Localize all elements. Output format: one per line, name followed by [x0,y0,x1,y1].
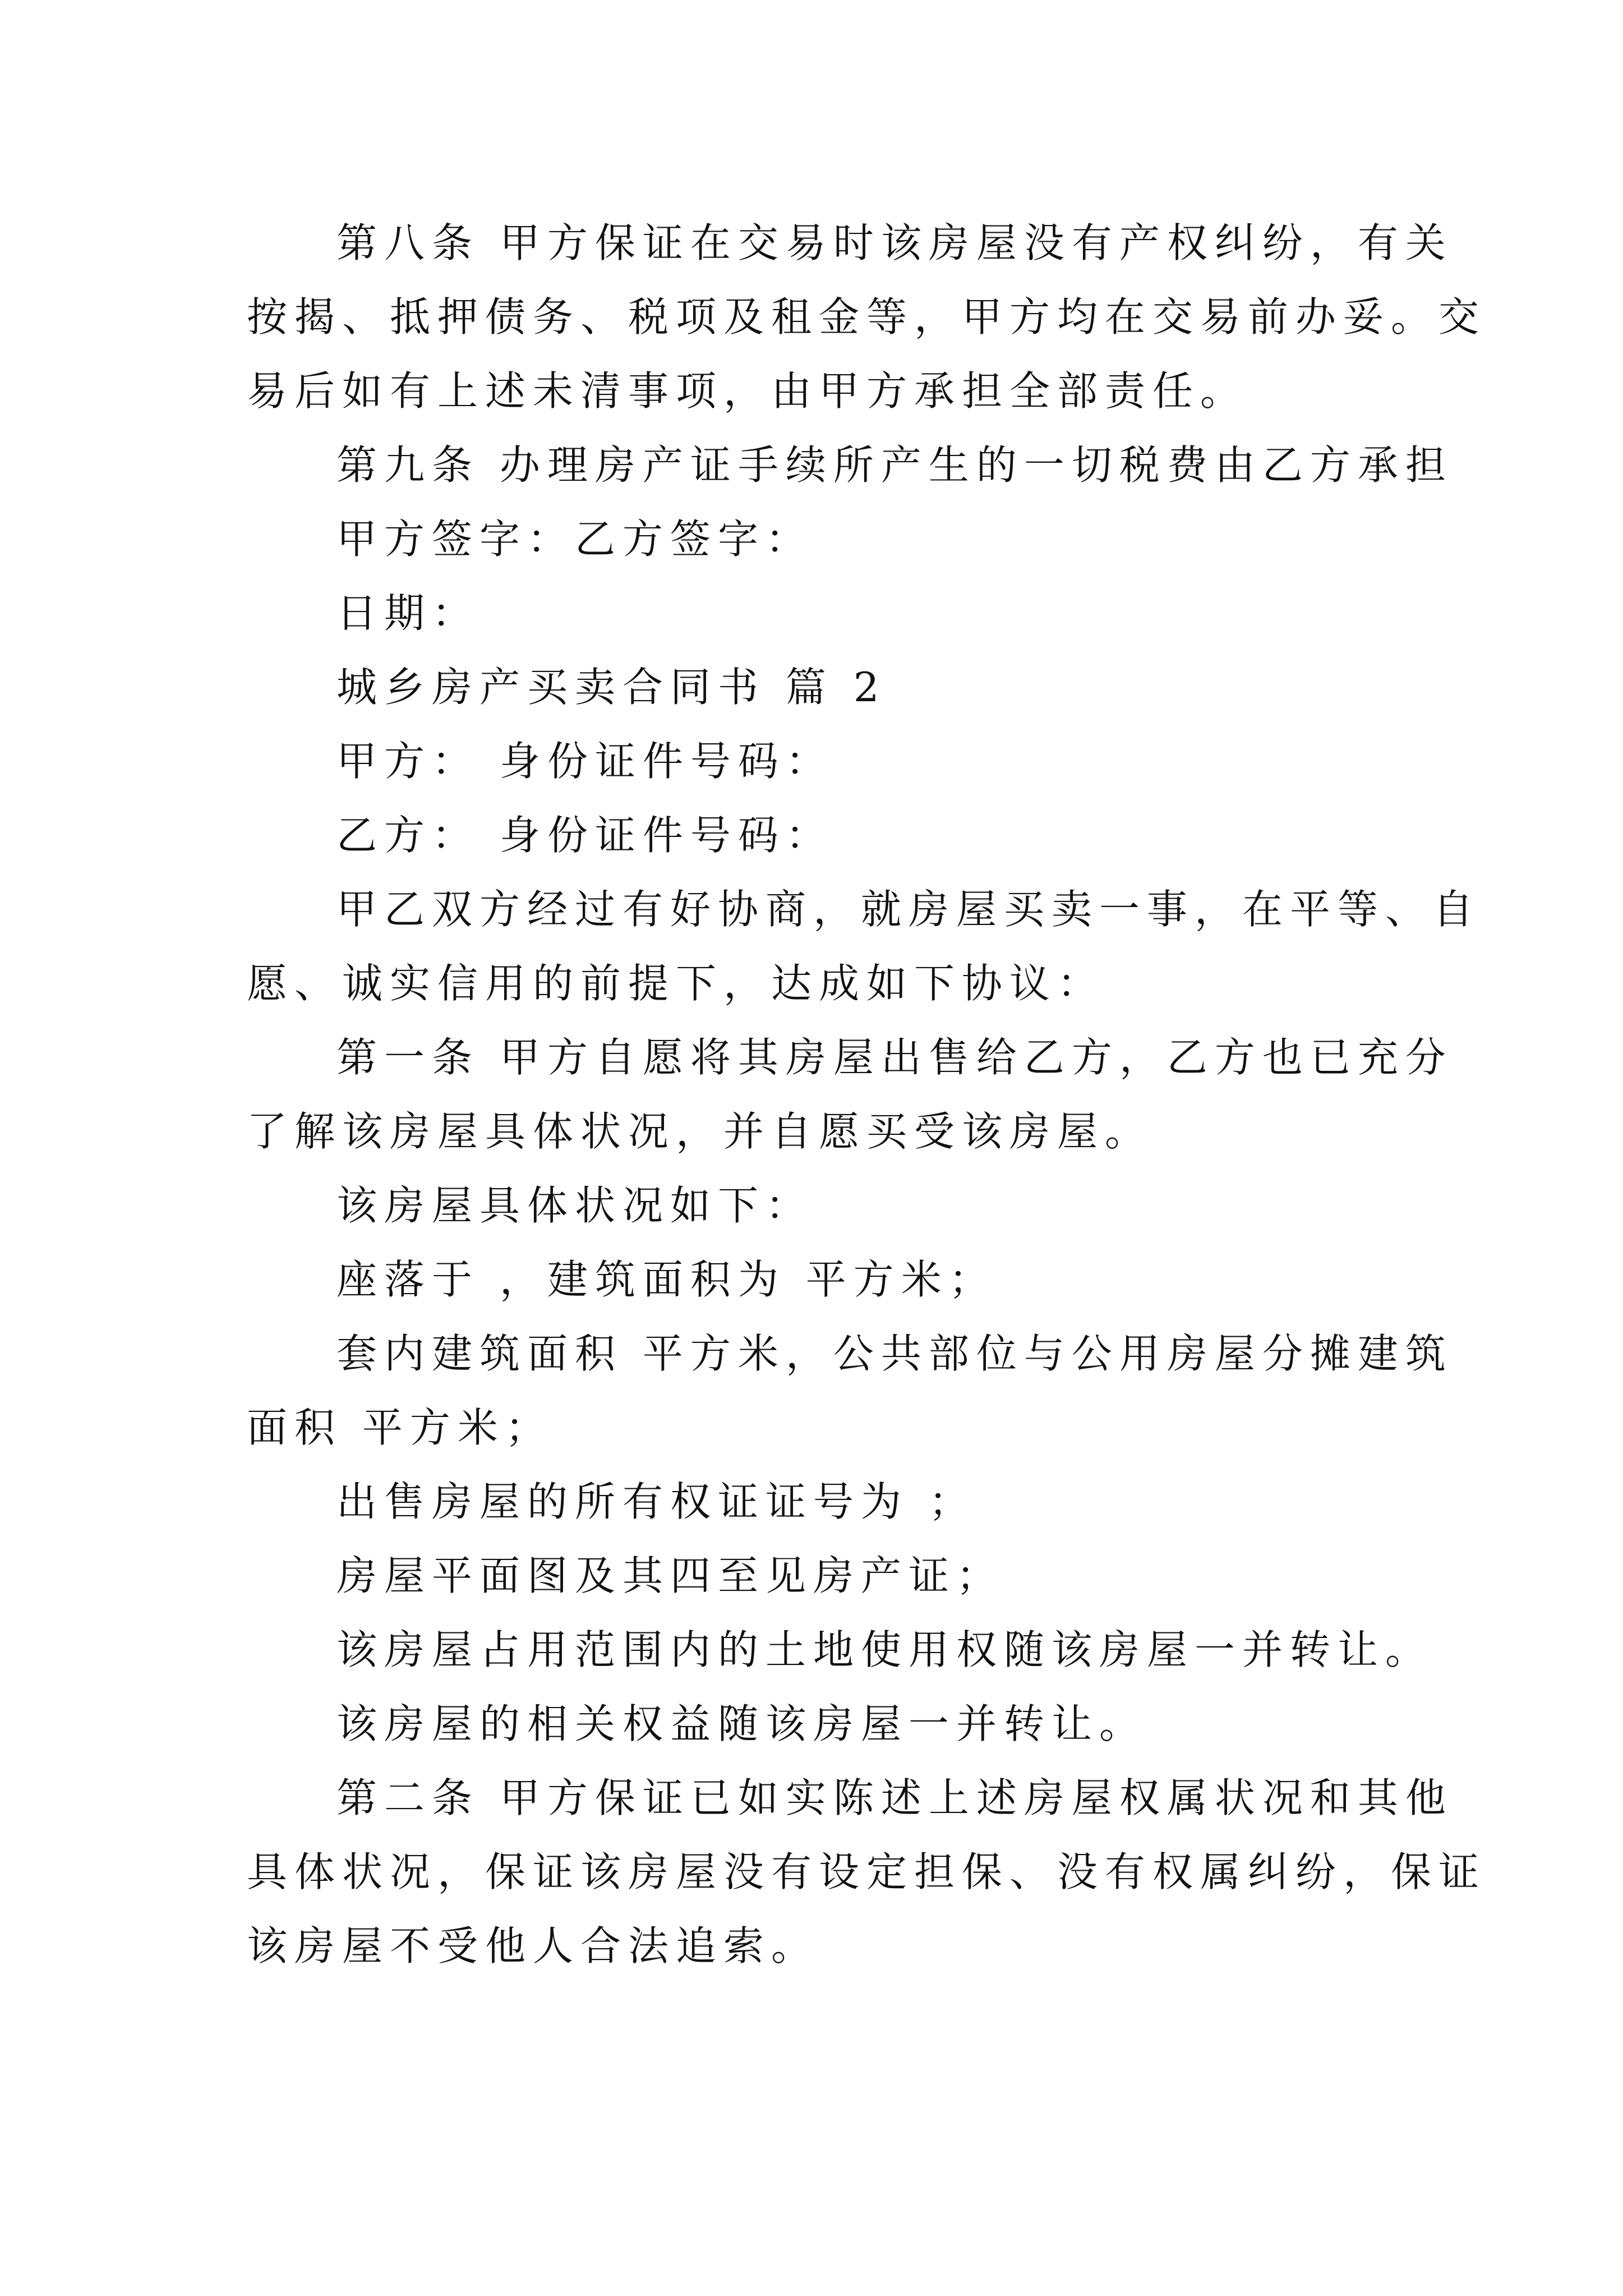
party-a-line: 甲方： 身份证件号码： [336,738,833,785]
certificate-number: 出售房屋的所有权证证号为 ； [336,1478,976,1525]
land-use-right-line: 该房屋占用范围内的土地使用权随该房屋一并转让。 [336,1626,1433,1673]
related-rights-line: 该房屋的相关权益随该房屋一并转让。 [336,1700,1147,1747]
floor-plan-line: 房屋平面图及其四至见房产证； [336,1552,1004,1599]
article-2-line-2: 具体状况，保证该房屋没有设定担保、没有权属纠纷，保证 [247,1848,1487,1895]
signature-line: 甲方签字：乙方签字： [336,516,814,563]
article-1-line-2: 了解该房屋具体状况，并自愿买受该房屋。 [247,1108,1153,1155]
inner-area-line-1: 套内建筑面积 平方米，公共部位与公用房屋分摊建筑 [336,1330,1453,1377]
article-8-line-3: 易后如有上述未清事项，由甲方承担全部责任。 [247,367,1248,415]
property-details-heading: 该房屋具体状况如下： [336,1182,814,1229]
article-2-line-1: 第二条 甲方保证已如实陈述上述房屋权属状况和其他 [336,1774,1453,1821]
article-9: 第九条 办理房产证手续所产生的一切税费由乙方承担 [336,441,1453,489]
preamble-line-2: 愿、诚实信用的前提下，达成如下协议： [247,960,1105,1007]
date-line: 日期： [336,590,480,637]
inner-area-line-2: 面积 平方米； [247,1404,553,1451]
preamble-line-1: 甲乙双方经过有好协商，就房屋买卖一事，在平等、自 [336,886,1481,933]
article-8-line-1: 第八条 甲方保证在交易时该房屋没有产权纠纷，有关 [336,219,1453,266]
article-8-line-2: 按揭、抵押债务、税项及租金等，甲方均在交易前办妥。交 [247,293,1487,341]
property-location: 座落于 ，建筑面积为 平方米； [336,1256,997,1303]
section-title: 城乡房产买卖合同书 篇 2 [336,664,887,711]
article-1-line-1: 第一条 甲方自愿将其房屋出售给乙方，乙方也已充分 [336,1034,1453,1081]
party-b-line: 乙方： 身份证件号码： [336,812,833,859]
article-2-line-3: 该房屋不受他人合法追索。 [247,1922,819,1970]
